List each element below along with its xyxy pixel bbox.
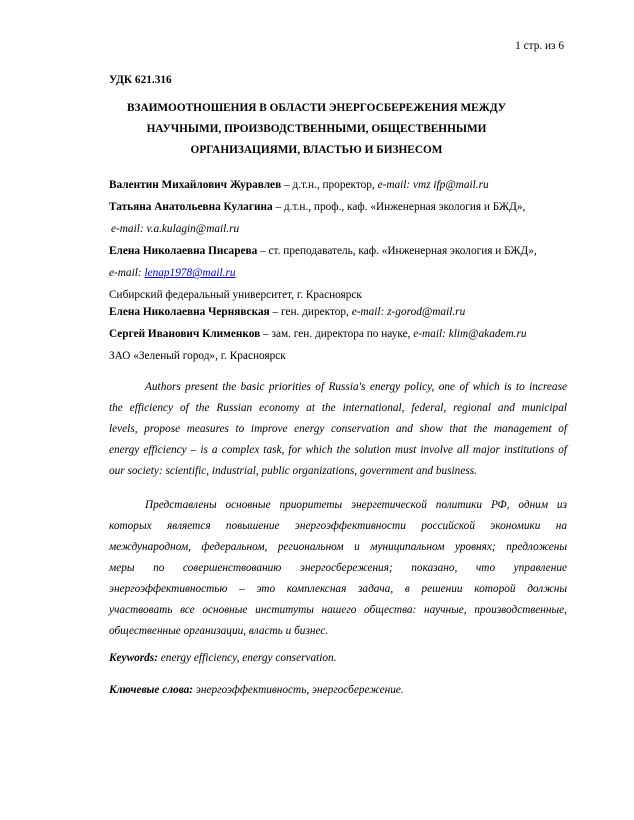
author-role: – ст. преподаватель, каф. «Инженерная экология и БЖД», <box>257 245 537 257</box>
abstract-russian <box>109 495 567 642</box>
author-name: Валентин Михайлович Журавлев <box>109 179 282 191</box>
abstract-line: международном, федеральном, региональном и муниципальном уровнях; предложены <box>109 541 567 553</box>
author-email-link[interactable]: lenap1978@mail.ru <box>144 267 236 279</box>
author-line <box>109 196 569 218</box>
author-email: e-mail: v.a.kulagin@mail.ru <box>111 223 240 235</box>
abstract-english <box>109 377 567 482</box>
title-line: ОРГАНИЗАЦИЯМИ, ВЛАСТЬЮ И БИЗНЕСОМ <box>190 144 443 156</box>
udk-code: УДК 621.316 <box>109 74 172 86</box>
abstract-line: our society: scientific, industrial, public organizations, government and business. <box>109 465 477 477</box>
author-line <box>109 323 569 345</box>
keywords-label: Ключевые слова: <box>109 684 194 696</box>
author-email-label: e-mail: <box>377 179 414 191</box>
abstract-line: levels, propose measures to improve energy conservation and show that the management of <box>109 423 567 435</box>
author-email: e-mail: klim@akadem.ru <box>413 328 527 340</box>
abstract-line: the efficiency of the Russian economy at the international, federal, regional and municipal <box>109 402 567 414</box>
authors-group-sfu <box>109 174 569 306</box>
keywords-label: Keywords: <box>109 652 158 664</box>
abstract-line: участвовать все основные институты нашего общества: научные, производственные, <box>109 604 567 616</box>
abstract-line: Authors present the basic priorities of Russia's energy policy, one of which is to increase <box>145 381 567 393</box>
keywords-english <box>109 652 569 664</box>
author-role: – д.т.н., проректор, <box>281 179 378 191</box>
author-email: e-mail: z-gorod@mail.ru <box>351 306 466 318</box>
title-line: ВЗАИМООТНОШЕНИЯ В ОБЛАСТИ ЭНЕРГОСБЕРЕЖЕНИЯ МЕЖДУ <box>126 102 507 114</box>
author-line <box>109 240 569 262</box>
keywords-russian <box>109 684 569 696</box>
abstract-line: общественные организации, власть и бизнес. <box>109 625 329 637</box>
author-role: – зам. ген. директора по науке, <box>260 328 414 340</box>
affiliation: ЗАО «Зеленый город», г. Красноярск <box>109 350 286 362</box>
page-counter: 1 стр. из 6 <box>515 40 564 52</box>
abstract-line: меры по совершенствованию энергосбережения; показано, что управление <box>109 562 567 574</box>
author-email: vmz ifp@mail.ru <box>413 179 489 191</box>
author-role: – ген. директор, <box>269 306 352 318</box>
affiliation: Сибирский федеральный университет, г. Красноярск <box>109 289 362 301</box>
author-role: – д.т.н., проф., каф. «Инженерная экология и БЖД», <box>272 201 526 213</box>
author-name: Елена Николаевна Писарева <box>109 245 258 257</box>
author-line <box>109 174 569 196</box>
abstract-line: Представлены основные приоритеты энергетической политики РФ, одним из <box>145 499 567 511</box>
abstract-line: которых является повышение энергоэффективности российской экономики на <box>109 520 567 532</box>
abstract-line: энергоэффективностью – это комплексная задача, в решении которой должны <box>109 583 567 595</box>
author-name: Сергей Иванович Клименков <box>109 328 261 340</box>
author-name: Елена Николаевна Чернявская <box>109 306 270 318</box>
title-line: НАУЧНЫМИ, ПРОИЗВОДСТВЕННЫМИ, ОБЩЕСТВЕННЫМИ <box>146 123 487 135</box>
paper-title <box>109 98 524 161</box>
abstract-line: energy efficiency – is a complex task, for which the solution must involve all major institutions of <box>109 444 567 456</box>
author-line <box>109 301 569 323</box>
authors-group-green-city <box>109 301 569 367</box>
keywords-value: энергоэффективность, энергосбережение. <box>193 684 404 696</box>
author-email-label: e-mail: <box>109 267 145 279</box>
author-name: Татьяна Анатольевна Кулагина <box>109 201 273 213</box>
keywords-value: energy efficiency, energy conservation. <box>157 652 337 664</box>
author-email-line <box>109 262 569 284</box>
